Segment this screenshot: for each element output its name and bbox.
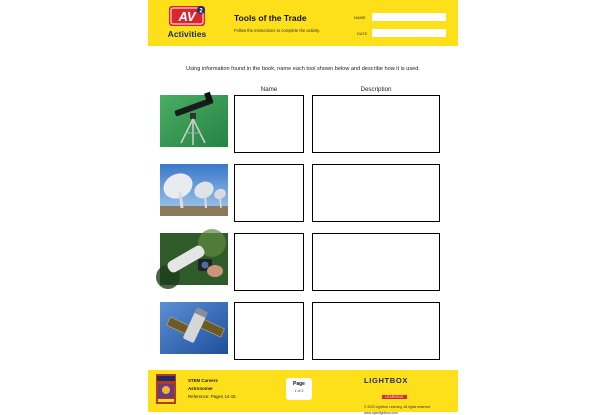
description-answer-box[interactable] [312, 233, 440, 291]
name-field[interactable] [372, 13, 446, 21]
name-answer-box[interactable] [234, 302, 304, 360]
book-title: Astronomer [188, 386, 213, 391]
footer-bar [148, 370, 458, 415]
description-answer-box[interactable] [312, 164, 440, 222]
tool-row [148, 233, 458, 291]
instruction-text: Using information found in the book, name each tool shown below and describe how it is used. [186, 66, 420, 72]
svg-text:2: 2 [199, 8, 203, 15]
tool-row [148, 95, 458, 153]
page-reference: Reference: Pages 14-15 [188, 394, 236, 399]
telescope-camera-photo [160, 233, 228, 285]
telescope-photo [160, 95, 228, 147]
date-field[interactable] [372, 29, 446, 37]
page-label: Page [293, 381, 305, 387]
logo-label: Activities [167, 29, 207, 39]
page-subtitle: Follow the instructions to complete the activity. [234, 28, 321, 33]
description-column-header: Description [360, 86, 392, 93]
description-answer-box[interactable] [312, 95, 440, 153]
tool-row [148, 164, 458, 222]
svg-text:AV: AV [178, 9, 196, 24]
tool-row [148, 302, 458, 360]
title-block [234, 13, 344, 33]
brand-tag: LEARNING [382, 395, 407, 399]
description-answer-box[interactable] [312, 302, 440, 360]
header-bar [148, 0, 458, 46]
av2-logo-icon [168, 5, 206, 27]
lightbox-brand [364, 376, 448, 415]
book-cover-icon [156, 374, 176, 404]
page-indicator [286, 378, 312, 400]
name-answer-box[interactable] [234, 233, 304, 291]
website-link[interactable]: www.openlightbox.com [364, 411, 398, 415]
name-label: NAME [354, 15, 366, 20]
name-column-header: Name [260, 86, 278, 93]
book-info [188, 378, 236, 402]
date-label: DATE [357, 31, 368, 36]
av2-logo [164, 5, 210, 43]
page-title: Tools of the Trade [234, 13, 307, 23]
brand-name: LIGHTBOX [364, 376, 409, 385]
series-name: STEM Careers [188, 378, 218, 383]
page-number: 1 of 2 [294, 389, 304, 393]
space-telescope-photo [160, 302, 228, 354]
copyright-text: © 2020 Lightbox Learning. All rights reserved. [364, 405, 431, 409]
name-answer-box[interactable] [234, 164, 304, 222]
name-answer-box[interactable] [234, 95, 304, 153]
activity-sheet [148, 0, 458, 415]
radio-telescope-photo [160, 164, 228, 216]
